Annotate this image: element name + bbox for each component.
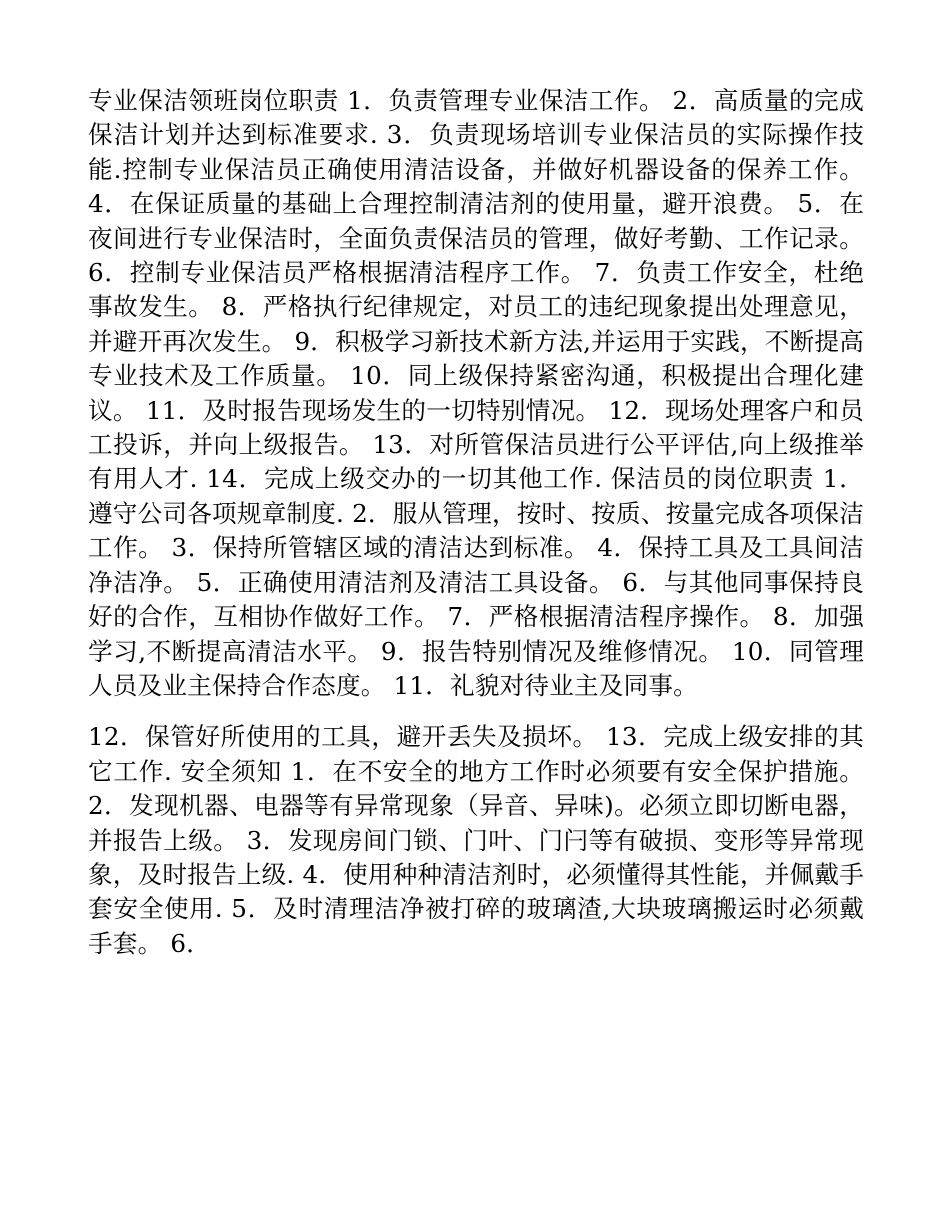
document-page — [88, 84, 864, 961]
body-paragraph-safety-notes: 12．保管好所使用的工具，避开丢失及损坏。 13．完成上级安排的其它工作. 安全须知 1．在不安全的地方工作时必须要有安全保护措施。 2．发现机器、电器等有异常现象（异音、异味)。必须立即切断电器，并报告上级。 3．发现房间门锁、门叶、门闩等有破损、变形等异常现象，及时报告上级. 4．使用种种清洁剂时，必须懂得其性能，并佩戴手套安全使用. 5．及时清理洁净被打碎的玻璃渣,大块玻璃搬运时必须戴手套。 6． — [88, 722, 864, 958]
body-paragraph-cleaning-duties: 专业保洁领班岗位职责 1．负责管理专业保洁工作。 2．高质量的完成保洁计划并达到标准要求. 3．负责现场培训专业保洁员的实际操作技能.控制专业保洁员正确使用清洁设备，并做好机器设备的保养工作。 4．在保证质量的基础上合理控制清洁剂的使用量，避开浪费。 5．在夜间进行专业保洁时，全面负责保洁员的管理，做好考勤、工作记录。 6．控制专业保洁员严格根据清洁程序工作。 7．负责工作安全，杜绝事故发生。 8．严格执行纪律规定，对员工的违纪现象提出处理意见，并避开再次发生。 9．积极学习新技术新方法,并运用于实践，不断提高专业技术及工作质量。 10．同上级保持紧密沟通，积极提出合理化建议。 11．及时报告现场发生的一切特别情况。 12．现场处理客户和员工投诉，并向上级报告。 13．对所管保洁员进行公平评估,向上级推举有用人才. 14．完成上级交办的一切其他工作. 保洁员的岗位职责 1．遵守公司各项规章制度. 2．服从管理，按时、按质、按量完成各项保洁工作。 3．保持所管辖区域的清洁达到标准。 4．保持工具及工具间洁净洁净。 5．正确使用清洁剂及清洁工具设备。 6．与其他同事保持良好的合作，互相协作做好工作。 7．严格根据清洁程序操作。 8．加强学习,不断提高清洁水平。 9．报告特别情况及维修情况。 10．同管理人员及业主保持合作态度。 11．礼貌对待业主及同事。 — [88, 86, 864, 700]
